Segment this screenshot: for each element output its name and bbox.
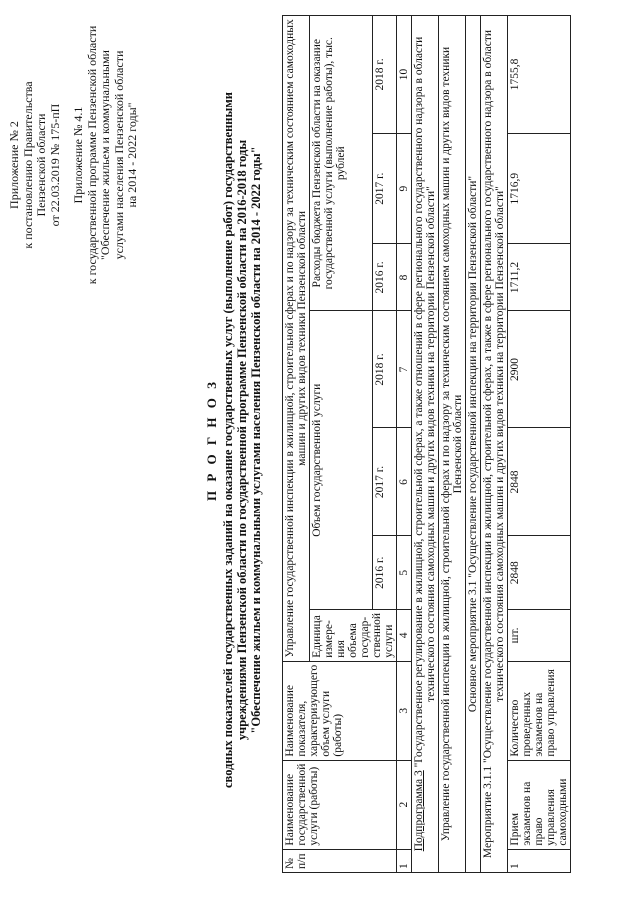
- column-number: 8: [397, 244, 412, 311]
- appendix-line: "Обеспечение жильем и коммунальными: [98, 50, 112, 260]
- header-year: 2017 г.: [372, 133, 396, 244]
- cell-service: Прием экзаменов на право управления самоходными: [508, 760, 571, 849]
- header-number: № п/п: [283, 849, 397, 872]
- header-year: 2018 г.: [372, 311, 396, 428]
- document-title: [205, 5, 263, 875]
- cell-indicator: Количество проведенных экзаменов на право управления: [508, 661, 571, 760]
- main-event-cell: Основное мероприятие 3.1 "Осуществление государственной инспекции на территории Пензенской области": [466, 16, 481, 873]
- table-row: [508, 16, 571, 873]
- agency-cell: Управление государственной инспекции в жилищной, строительной сферах и по надзору за техническим состоянием самоходных машин и других видов техники Пензенской области: [439, 16, 466, 873]
- header-year: 2016 г.: [372, 244, 396, 311]
- event-row: [481, 16, 508, 873]
- cell-volume-2016: 2848: [508, 536, 571, 610]
- subprogram-text: "Государственное регулирование в жилищной, строительной сферах, а также отношений в сфере регионального государственного надзора в области технического состояния самоходных машин и других видов техники на территории Пензенской области": [413, 36, 437, 771]
- title-line: сводных показателей государственных заданий на оказание государственных услуг (выполнение работ) государственными: [221, 92, 235, 788]
- cell-volume-2017: 2848: [508, 428, 571, 536]
- cell-number: 1: [508, 849, 571, 872]
- column-number: 4: [397, 609, 412, 661]
- title-heading: П Р О Г Н О З: [204, 378, 219, 502]
- title-line: "Обеспечение жильем и коммунальными услугами населения Пензенской области на 2014 - 2022 годы": [249, 146, 263, 734]
- appendix-line: Приложение № 2: [7, 121, 21, 209]
- cell-unit: шт.: [508, 609, 571, 661]
- agency-row: [439, 16, 466, 873]
- forecast-table: [282, 15, 571, 873]
- appendix-line: от 22.03.2019 № 175-пП: [47, 103, 62, 227]
- column-number: 6: [397, 428, 412, 536]
- header-expense: Расходы бюджета Пензенской области на оказание государственной услуги (выполнение работы), тыс. рублей: [310, 16, 373, 311]
- header-year: 2018 г.: [372, 16, 396, 134]
- appendix-header: [8, 45, 62, 285]
- cell-expense-2017: 1716,9: [508, 133, 571, 244]
- column-number: 7: [397, 311, 412, 428]
- header-indicator: Наименование показателя, характеризующего объем услуги (работы): [283, 661, 397, 760]
- header-year: 2017 г.: [372, 428, 396, 536]
- event-cell: Мероприятие 3.1.1 "Осуществление государственной инспекции в жилищной, строительной сферах, а также в сфере регионального государственного надзора в области технического состояния самоходных машин и других видов техники на территории Пензенской области": [481, 16, 508, 873]
- appendix-line: к государственной программе Пензенской области: [84, 25, 99, 285]
- appendix-line: к постановлению Правительства: [20, 81, 35, 249]
- column-number: 9: [397, 133, 412, 244]
- header-year: 2016 г.: [372, 536, 396, 610]
- table-header-row: [283, 16, 310, 873]
- cell-expense-2018: 1755,8: [508, 16, 571, 134]
- subprogram-label: Подпрограмма 3: [413, 770, 425, 852]
- cell-expense-2016: 1711,2: [508, 244, 571, 311]
- header-service: Наименование государственной услуги (работы): [283, 760, 397, 849]
- appendix-line: Приложение № 4.1: [71, 106, 85, 204]
- header-agency: Управление государственной инспекции в жилищной, строительной сферах и по надзору за техническим состоянием самоходных машин и других видов техники Пензенской области: [283, 16, 310, 662]
- subprogram-row: [412, 16, 439, 873]
- column-number-row: [397, 16, 412, 873]
- column-number: 2: [397, 760, 412, 849]
- appendix-line: услугами населения Пензенской области: [111, 50, 126, 260]
- program-appendix-header: [72, 25, 140, 285]
- subprogram-cell: [412, 16, 439, 873]
- appendix-line: на 2014 - 2022 годы": [125, 102, 139, 208]
- column-number: 3: [397, 661, 412, 760]
- column-number: 10: [397, 16, 412, 134]
- main-event-row: [466, 16, 481, 873]
- header-unit: Единица измере-ния объема государ-ственной услуги: [310, 609, 397, 661]
- column-number: 1: [397, 849, 412, 872]
- cell-volume-2018: 2900: [508, 311, 571, 428]
- header-volume: Объем государственной услуги: [310, 311, 373, 610]
- title-line: учреждениями Пензенской области по государственной программе Пензенской области на 2016-2018 годы: [235, 139, 249, 741]
- column-number: 5: [397, 536, 412, 610]
- appendix-line: Пензенской области: [34, 113, 48, 217]
